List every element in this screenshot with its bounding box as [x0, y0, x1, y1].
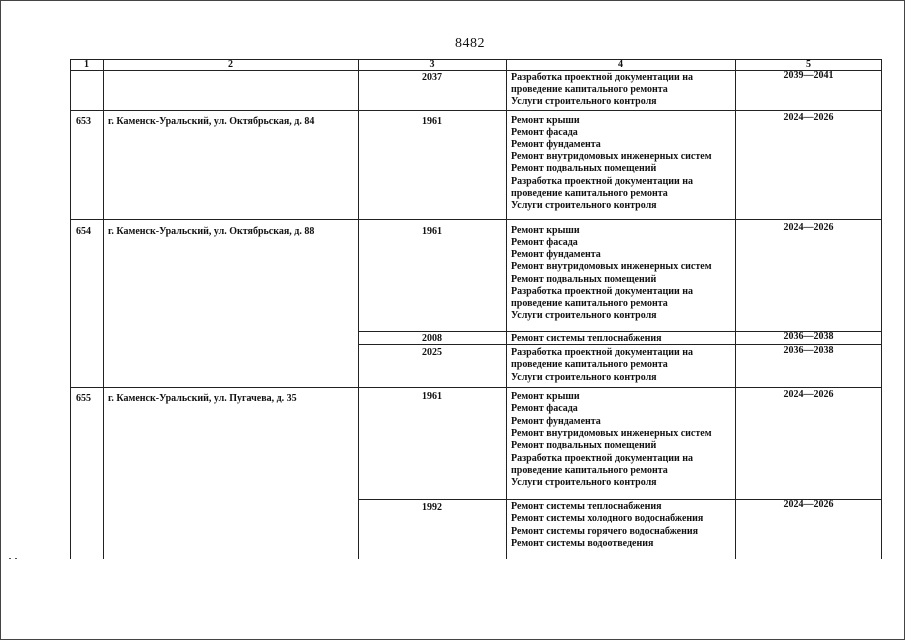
row-year: 2008 [422, 333, 442, 344]
header-col-2: 2 [228, 59, 233, 70]
work-item: Ремонт системы холодного водоснабжения [511, 513, 704, 524]
work-item: Услуги строительного контроля [511, 372, 657, 383]
row-period: 2036—2038 [783, 345, 834, 356]
work-item: Ремонт фасада [511, 127, 578, 138]
row-year: 1961 [422, 391, 442, 402]
work-item: проведение капитального ремонта [511, 465, 668, 476]
work-item: Разработка проектной документации на [511, 72, 694, 83]
work-item: Услуги строительного контроля [511, 310, 657, 321]
work-item: Ремонт подвальных помещений [511, 274, 657, 285]
row-number: 655 [76, 393, 91, 404]
page-number: 8482 [455, 36, 485, 51]
row-address: г. Каменск-Уральский, ул. Октябрьская, д. 84 [108, 116, 315, 127]
row-period: 2024—2026 [783, 389, 834, 400]
row-address: г. Каменск-Уральский, ул. Октябрьская, д. 88 [108, 226, 315, 237]
work-item: Услуги строительного контроля [511, 96, 657, 107]
work-item: Разработка проектной документации на [511, 176, 694, 187]
work-item: Ремонт внутридомовых инженерных систем [511, 261, 712, 272]
header-col-1: 1 [84, 59, 89, 70]
work-item: проведение капитального ремонта [511, 298, 668, 309]
row-year: 1961 [422, 226, 442, 237]
header-col-5: 5 [806, 59, 811, 70]
row-period: 2024—2026 [783, 112, 834, 123]
work-item: Услуги строительного контроля [511, 477, 657, 488]
work-item: Ремонт внутридомовых инженерных систем [511, 428, 712, 439]
row-period: 2039—2041 [783, 70, 834, 81]
row-address: г. Каменск-Уральский, ул. Пугачева, д. 35 [108, 393, 297, 404]
row-period: 2036—2038 [783, 331, 834, 342]
work-item: Ремонт фасада [511, 237, 578, 248]
work-item: Ремонт внутридомовых инженерных систем [511, 151, 712, 162]
header-col-3: 3 [429, 59, 435, 70]
work-item: Ремонт системы водоотведения [511, 538, 654, 549]
row-number: 653 [76, 116, 91, 127]
work-item: Ремонт системы теплоснабжения [511, 333, 662, 344]
work-item: Ремонт крыши [511, 115, 580, 126]
row-year: 1992 [422, 502, 442, 513]
work-item: проведение капитального ремонта [511, 84, 668, 95]
work-item: Разработка проектной документации на [511, 347, 694, 358]
work-item: Ремонт фасада [511, 403, 578, 414]
work-item: проведение капитального ремонта [511, 359, 668, 370]
scan-speck [9, 558, 11, 559]
scan-speck [15, 558, 17, 559]
row-year: 2025 [422, 347, 442, 358]
row-period: 2024—2026 [783, 499, 834, 510]
work-item: Ремонт крыши [511, 391, 580, 402]
work-item: Ремонт подвальных помещений [511, 440, 657, 451]
header-col-4: 4 [618, 59, 623, 70]
row-year: 2037 [422, 72, 442, 83]
work-item: Ремонт системы теплоснабжения [511, 501, 662, 512]
work-item: Разработка проектной документации на [511, 453, 694, 464]
work-item: Ремонт подвальных помещений [511, 163, 657, 174]
work-item: Услуги строительного контроля [511, 200, 657, 211]
work-item: Ремонт фундамента [511, 416, 601, 427]
row-period: 2024—2026 [783, 222, 834, 233]
work-item: Ремонт фундамента [511, 139, 601, 150]
row-number: 654 [76, 226, 91, 237]
work-item: Разработка проектной документации на [511, 286, 694, 297]
work-item: проведение капитального ремонта [511, 188, 668, 199]
repair-schedule-table [70, 59, 882, 559]
work-item: Ремонт крыши [511, 225, 580, 236]
work-item: Ремонт фундамента [511, 249, 601, 260]
row-year: 1961 [422, 116, 442, 127]
work-item: Ремонт системы горячего водоснабжения [511, 526, 699, 537]
